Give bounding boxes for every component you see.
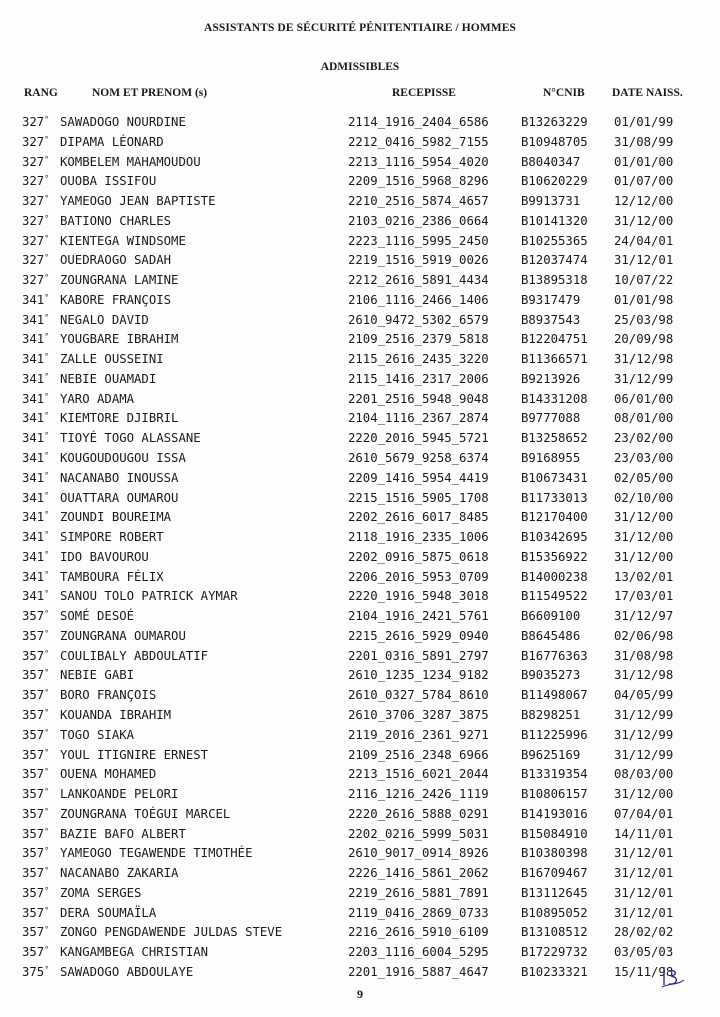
cnib-cell: B12204751 xyxy=(521,332,588,347)
cnib-cell: B13319354 xyxy=(521,767,588,782)
date-cell: 10/07/22 xyxy=(614,273,674,288)
document-subtitle: ADMISSIBLES xyxy=(320,61,400,73)
date-cell: 31/12/00 xyxy=(614,530,674,545)
rang-cell: 341° xyxy=(22,431,50,446)
recepisse-cell: 2106_1116_2466_1406 xyxy=(348,292,489,307)
table-row xyxy=(0,686,720,706)
rang-cell: 341° xyxy=(22,371,50,386)
rang-cell: 327° xyxy=(22,174,50,189)
date-cell: 01/01/00 xyxy=(614,154,674,169)
rang-cell: 327° xyxy=(22,115,50,129)
date-cell: 02/05/00 xyxy=(614,470,674,485)
rang-cell: 341° xyxy=(22,490,50,505)
rang-cell: 357° xyxy=(22,609,50,624)
recepisse-cell: 2109_2516_2379_5818 xyxy=(348,332,489,347)
cnib-cell: B10141320 xyxy=(521,213,588,228)
cnib-cell: B13895318 xyxy=(521,273,588,288)
rang-cell: 327° xyxy=(22,134,50,149)
date-cell: 31/12/99 xyxy=(614,727,674,742)
name-cell: KOUGOUDOUGOU ISSA xyxy=(60,451,186,466)
recepisse-cell: 2201_2516_5948_9048 xyxy=(348,391,489,406)
recepisse-cell: 2223_1116_5995_2450 xyxy=(348,233,489,248)
cnib-cell: B11549522 xyxy=(521,589,588,604)
table-row xyxy=(0,726,720,746)
cnib-cell: B13263229 xyxy=(521,115,588,129)
name-cell: KIENTEGA WINDSOME xyxy=(60,233,186,248)
recepisse-cell: 2209_1516_5968_8296 xyxy=(348,174,489,189)
header-rang: RANG xyxy=(24,87,58,99)
rang-cell: 327° xyxy=(22,194,50,209)
date-cell: 23/03/00 xyxy=(614,451,674,466)
recepisse-cell: 2206_2016_5953_0709 xyxy=(348,569,489,584)
rang-cell: 341° xyxy=(22,391,50,406)
date-cell: 15/11/98 xyxy=(614,964,674,979)
table-row xyxy=(0,844,720,864)
rang-cell: 357° xyxy=(22,707,50,722)
cnib-cell: B8645486 xyxy=(521,628,581,643)
name-cell: SIMPORE ROBERT xyxy=(60,530,164,545)
name-cell: SOMÉ DESOÉ xyxy=(60,609,135,624)
date-cell: 02/06/98 xyxy=(614,628,674,643)
date-cell: 08/03/00 xyxy=(614,767,674,782)
rang-cell: 341° xyxy=(22,470,50,485)
cnib-cell: B16709467 xyxy=(521,866,588,881)
cnib-cell: B15084910 xyxy=(521,826,588,841)
cnib-cell: B10948705 xyxy=(521,134,588,149)
table-row xyxy=(0,923,720,943)
recepisse-cell: 2610_1235_1234_9182 xyxy=(348,668,489,683)
recepisse-cell: 2610_0327_5784_8610 xyxy=(348,688,489,703)
recepisse-cell: 2216_2616_5910_6109 xyxy=(348,925,489,940)
recepisse-cell: 2215_2616_5929_0940 xyxy=(348,628,489,643)
name-cell: SAWADOGO ABDOULAYE xyxy=(60,964,194,979)
rang-cell: 341° xyxy=(22,569,50,584)
date-cell: 31/12/99 xyxy=(614,371,674,386)
recepisse-cell: 2201_1916_5887_4647 xyxy=(348,964,489,979)
name-cell: BAZIE BAFO ALBERT xyxy=(60,826,186,841)
name-cell: YOUGBARE IBRAHIM xyxy=(60,332,179,347)
name-cell: ZOUNDI BOUREIMA xyxy=(60,510,172,525)
table-row xyxy=(0,627,720,647)
table-row xyxy=(0,251,720,271)
table-row xyxy=(0,568,720,588)
cnib-cell: B10342695 xyxy=(521,530,588,545)
recepisse-cell: 2203_1116_6004_5295 xyxy=(348,945,489,960)
date-cell: 25/03/98 xyxy=(614,312,674,327)
recepisse-cell: 2116_1216_2426_1119 xyxy=(348,787,489,802)
date-cell: 31/12/01 xyxy=(614,253,674,268)
table-row xyxy=(0,409,720,429)
date-cell: 31/12/99 xyxy=(614,747,674,762)
rang-cell: 341° xyxy=(22,411,50,426)
name-cell: ZOUNGRANA OUMAROU xyxy=(60,628,186,643)
name-cell: KANGAMBEGA CHRISTIAN xyxy=(60,945,209,960)
name-cell: KOUANDA IBRAHIM xyxy=(60,707,172,722)
recepisse-cell: 2610_5679_9258_6374 xyxy=(348,451,489,466)
date-cell: 06/01/00 xyxy=(614,391,674,406)
recepisse-cell: 2115_1416_2317_2006 xyxy=(348,371,489,386)
cnib-cell: B9213926 xyxy=(521,371,581,386)
rang-cell: 357° xyxy=(22,945,50,960)
date-cell: 31/12/99 xyxy=(614,707,674,722)
name-cell: ZOMA SERGES xyxy=(60,885,142,900)
table-row xyxy=(0,489,720,509)
name-cell: LANKOANDE PELORI xyxy=(60,787,179,802)
recepisse-cell: 2220_2616_5888_0291 xyxy=(348,806,489,821)
name-cell: ZONGO PENGDAWENDE JULDAS STEVE xyxy=(60,925,283,940)
date-cell: 31/08/99 xyxy=(614,134,674,149)
page-number: 9 xyxy=(357,987,363,1001)
cnib-cell: B17229732 xyxy=(521,945,588,960)
recepisse-cell: 2219_2616_5881_7891 xyxy=(348,885,489,900)
table-row xyxy=(0,172,720,192)
rang-cell: 327° xyxy=(22,233,50,248)
date-cell: 23/02/00 xyxy=(614,431,674,446)
cnib-cell: B10233321 xyxy=(521,964,588,979)
cnib-cell: B8040347 xyxy=(521,154,581,169)
date-cell: 01/01/98 xyxy=(614,292,674,307)
date-cell: 12/12/00 xyxy=(614,194,674,209)
recepisse-cell: 2118_1916_2335_1006 xyxy=(348,530,489,545)
table-row xyxy=(0,963,720,983)
name-cell: OUENA MOHAMED xyxy=(60,767,157,782)
table-row xyxy=(0,508,720,528)
recepisse-cell: 2109_2516_2348_6966 xyxy=(348,747,489,762)
table-row xyxy=(0,884,720,904)
table-row xyxy=(0,232,720,252)
table-row xyxy=(0,153,720,173)
recepisse-cell: 2104_1916_2421_5761 xyxy=(348,609,489,624)
date-cell: 13/02/01 xyxy=(614,569,674,584)
recepisse-cell: 2213_1516_6021_2044 xyxy=(348,767,489,782)
table-row xyxy=(0,429,720,449)
rang-cell: 327° xyxy=(22,213,50,228)
recepisse-cell: 2103_0216_2386_0664 xyxy=(348,213,489,228)
cnib-cell: B8937543 xyxy=(521,312,581,327)
table-row xyxy=(0,825,720,845)
cnib-cell: B10255365 xyxy=(521,233,588,248)
cnib-cell: B9913731 xyxy=(521,194,581,209)
recepisse-cell: 2119_0416_2869_0733 xyxy=(348,905,489,920)
name-cell: TIOYÉ TOGO ALASSANE xyxy=(60,431,201,446)
table-row xyxy=(0,212,720,232)
rang-cell: 357° xyxy=(22,628,50,643)
rang-cell: 341° xyxy=(22,352,50,367)
date-cell: 31/08/98 xyxy=(614,648,674,663)
name-cell: KIEMTORE DJIBRIL xyxy=(60,411,179,426)
document-title: ASSISTANTS DE SÉCURITÉ PÉNITENTIAIRE / HOMMES xyxy=(204,22,516,34)
table-row xyxy=(0,864,720,884)
cnib-cell: B14193016 xyxy=(521,806,588,821)
date-cell: 31/12/00 xyxy=(614,510,674,525)
table-row xyxy=(0,469,720,489)
header-nom: NOM ET PRENOM (s) xyxy=(92,87,208,99)
cnib-cell: B10620229 xyxy=(521,174,588,189)
cnib-cell: B15356922 xyxy=(521,549,588,564)
date-cell: 31/12/00 xyxy=(614,549,674,564)
rang-cell: 327° xyxy=(22,154,50,169)
cnib-cell: B14000238 xyxy=(521,569,588,584)
date-cell: 31/12/01 xyxy=(614,885,674,900)
table-row xyxy=(0,746,720,766)
table-row xyxy=(0,647,720,667)
name-cell: IDO BAVOUROU xyxy=(60,549,149,564)
date-cell: 24/04/01 xyxy=(614,233,674,248)
table-row xyxy=(0,528,720,548)
date-cell: 31/12/01 xyxy=(614,866,674,881)
table-row xyxy=(0,390,720,410)
date-cell: 04/05/99 xyxy=(614,688,674,703)
cnib-cell: B10380398 xyxy=(521,846,588,861)
name-cell: NEGALO DAVID xyxy=(60,312,149,327)
rang-cell: 357° xyxy=(22,727,50,742)
recepisse-cell: 2226_1416_5861_2062 xyxy=(348,866,489,881)
recepisse-cell: 2212_2616_5891_4434 xyxy=(348,273,489,288)
rang-cell: 357° xyxy=(22,846,50,861)
name-cell: NACANABO ZAKARIA xyxy=(60,866,179,881)
recepisse-cell: 2213_1116_5954_4020 xyxy=(348,154,489,169)
recepisse-cell: 2119_2016_2361_9271 xyxy=(348,727,489,742)
rang-cell: 341° xyxy=(22,549,50,564)
cnib-cell: B14331208 xyxy=(521,391,588,406)
recepisse-cell: 2209_1416_5954_4419 xyxy=(348,470,489,485)
cnib-cell: B12037474 xyxy=(521,253,588,268)
table-row xyxy=(0,271,720,291)
name-cell: ZOUNGRANA TOÉGUI MARCEL xyxy=(60,806,231,821)
rang-cell: 357° xyxy=(22,688,50,703)
date-cell: 01/01/99 xyxy=(614,115,674,129)
table-row xyxy=(0,192,720,212)
cnib-cell: B9777088 xyxy=(521,411,581,426)
recepisse-cell: 2202_0216_5999_5031 xyxy=(348,826,489,841)
table-row xyxy=(0,765,720,785)
rang-cell: 357° xyxy=(22,747,50,762)
cnib-cell: B6609100 xyxy=(521,609,581,624)
date-cell: 02/10/00 xyxy=(614,490,674,505)
name-cell: YOUL ITIGNIRE ERNEST xyxy=(60,747,209,762)
date-cell: 31/12/98 xyxy=(614,352,674,367)
header-recepisse: RECEPISSE xyxy=(392,87,456,99)
cnib-cell: B16776363 xyxy=(521,648,588,663)
table-row xyxy=(0,607,720,627)
table-row xyxy=(0,785,720,805)
rang-cell: 327° xyxy=(22,253,50,268)
rang-cell: 357° xyxy=(22,826,50,841)
table-row xyxy=(0,311,720,331)
recepisse-cell: 2210_2516_5874_4657 xyxy=(348,194,489,209)
date-cell: 03/05/03 xyxy=(614,945,674,960)
recepisse-cell: 2215_1516_5905_1708 xyxy=(348,490,489,505)
header-cnib: N°CNIB xyxy=(543,87,585,99)
name-cell: TAMBOURA FÉLIX xyxy=(60,569,164,584)
date-cell: 20/09/98 xyxy=(614,332,674,347)
table-row xyxy=(0,706,720,726)
cnib-cell: B9035273 xyxy=(521,668,581,683)
cnib-cell: B11366571 xyxy=(521,352,588,367)
rang-cell: 357° xyxy=(22,806,50,821)
date-cell: 31/12/97 xyxy=(614,609,674,624)
rang-cell: 341° xyxy=(22,312,50,327)
rang-cell: 357° xyxy=(22,787,50,802)
cnib-cell: B8298251 xyxy=(521,707,581,722)
recepisse-cell: 2610_9472_5302_6579 xyxy=(348,312,489,327)
name-cell: DIPAMA LÉONARD xyxy=(60,134,164,149)
candidates-table xyxy=(0,113,720,983)
cnib-cell: B11733013 xyxy=(521,490,588,505)
recepisse-cell: 2202_0916_5875_0618 xyxy=(348,549,489,564)
date-cell: 31/12/98 xyxy=(614,668,674,683)
rang-cell: 357° xyxy=(22,925,50,940)
table-row xyxy=(0,370,720,390)
name-cell: YARO ADAMA xyxy=(60,391,135,406)
date-cell: 08/01/00 xyxy=(614,411,674,426)
cnib-cell: B13112645 xyxy=(521,885,588,900)
handwritten-initials xyxy=(660,965,686,989)
rang-cell: 357° xyxy=(22,866,50,881)
name-cell: ZOUNGRANA LAMINE xyxy=(60,273,179,288)
name-cell: NEBIE OUAMADI xyxy=(60,371,157,386)
table-row xyxy=(0,666,720,686)
date-cell: 31/12/00 xyxy=(614,787,674,802)
name-cell: OUEDRAOGO SADAH xyxy=(60,253,172,268)
rang-cell: 357° xyxy=(22,648,50,663)
recepisse-cell: 2220_2016_5945_5721 xyxy=(348,431,489,446)
rang-cell: 341° xyxy=(22,510,50,525)
name-cell: KABORE FRANÇOIS xyxy=(60,292,172,307)
recepisse-cell: 2202_2616_6017_8485 xyxy=(348,510,489,525)
rang-cell: 341° xyxy=(22,292,50,307)
name-cell: ZALLE OUSSEINI xyxy=(60,352,164,367)
rang-cell: 357° xyxy=(22,885,50,900)
date-cell: 28/02/02 xyxy=(614,925,674,940)
name-cell: COULIBALY ABDOULATIF xyxy=(60,648,209,663)
recepisse-cell: 2114_1916_2404_6586 xyxy=(348,115,489,129)
rang-cell: 341° xyxy=(22,332,50,347)
date-cell: 07/04/01 xyxy=(614,806,674,821)
recepisse-cell: 2220_1916_5948_3018 xyxy=(348,589,489,604)
table-row xyxy=(0,291,720,311)
recepisse-cell: 2610_9017_0914_8926 xyxy=(348,846,489,861)
name-cell: DERA SOUMAÏLA xyxy=(60,905,157,920)
table-row xyxy=(0,350,720,370)
rang-cell: 357° xyxy=(22,767,50,782)
table-row xyxy=(0,805,720,825)
name-cell: BATIONO CHARLES xyxy=(60,213,172,228)
cnib-cell: B9168955 xyxy=(521,451,581,466)
cnib-cell: B13108512 xyxy=(521,925,588,940)
cnib-cell: B13258652 xyxy=(521,431,588,446)
header-date: DATE NAISS. xyxy=(612,87,683,99)
name-cell: SANOU TOLO PATRICK AYMAR xyxy=(60,589,238,604)
table-row xyxy=(0,904,720,924)
table-row xyxy=(0,587,720,607)
cnib-cell: B11225996 xyxy=(521,727,588,742)
date-cell: 17/03/01 xyxy=(614,589,674,604)
date-cell: 31/12/00 xyxy=(614,213,674,228)
cnib-cell: B10673431 xyxy=(521,470,588,485)
cnib-cell: B10895052 xyxy=(521,905,588,920)
cnib-cell: B10806157 xyxy=(521,787,588,802)
cnib-cell: B9625169 xyxy=(521,747,581,762)
rang-cell: 341° xyxy=(22,530,50,545)
recepisse-cell: 2610_3706_3287_3875 xyxy=(348,707,489,722)
rang-cell: 357° xyxy=(22,905,50,920)
name-cell: YAMEOGO TEGAWENDE TIMOTHÉE xyxy=(60,846,253,861)
date-cell: 31/12/01 xyxy=(614,905,674,920)
table-row xyxy=(0,330,720,350)
table-row xyxy=(0,113,720,133)
name-cell: NACANABO INOUSSA xyxy=(60,470,179,485)
rang-cell: 341° xyxy=(22,451,50,466)
cnib-cell: B12170400 xyxy=(521,510,588,525)
name-cell: TOGO SIAKA xyxy=(60,727,135,742)
table-row xyxy=(0,449,720,469)
rang-cell: 375° xyxy=(22,964,50,979)
rang-cell: 357° xyxy=(22,668,50,683)
date-cell: 31/12/01 xyxy=(614,846,674,861)
table-row xyxy=(0,133,720,153)
recepisse-cell: 2219_1516_5919_0026 xyxy=(348,253,489,268)
rang-cell: 327° xyxy=(22,273,50,288)
name-cell: YAMEOGO JEAN BAPTISTE xyxy=(60,194,216,209)
name-cell: OUATTARA OUMAROU xyxy=(60,490,179,505)
table-row xyxy=(0,548,720,568)
name-cell: SAWADOGO NOURDINE xyxy=(60,115,186,129)
recepisse-cell: 2115_2616_2435_3220 xyxy=(348,352,489,367)
name-cell: OUOBA ISSIFOU xyxy=(60,174,157,189)
date-cell: 01/07/00 xyxy=(614,174,674,189)
name-cell: BORO FRANÇOIS xyxy=(60,688,157,703)
recepisse-cell: 2212_0416_5982_7155 xyxy=(348,134,489,149)
recepisse-cell: 2104_1116_2367_2874 xyxy=(348,411,489,426)
recepisse-cell: 2201_0316_5891_2797 xyxy=(348,648,489,663)
table-row xyxy=(0,943,720,963)
name-cell: KOMBELEM MAHAMOUDOU xyxy=(60,154,201,169)
cnib-cell: B9317479 xyxy=(521,292,581,307)
cnib-cell: B11498067 xyxy=(521,688,588,703)
rang-cell: 341° xyxy=(22,589,50,604)
date-cell: 14/11/01 xyxy=(614,826,674,841)
name-cell: NEBIE GABI xyxy=(60,668,135,683)
